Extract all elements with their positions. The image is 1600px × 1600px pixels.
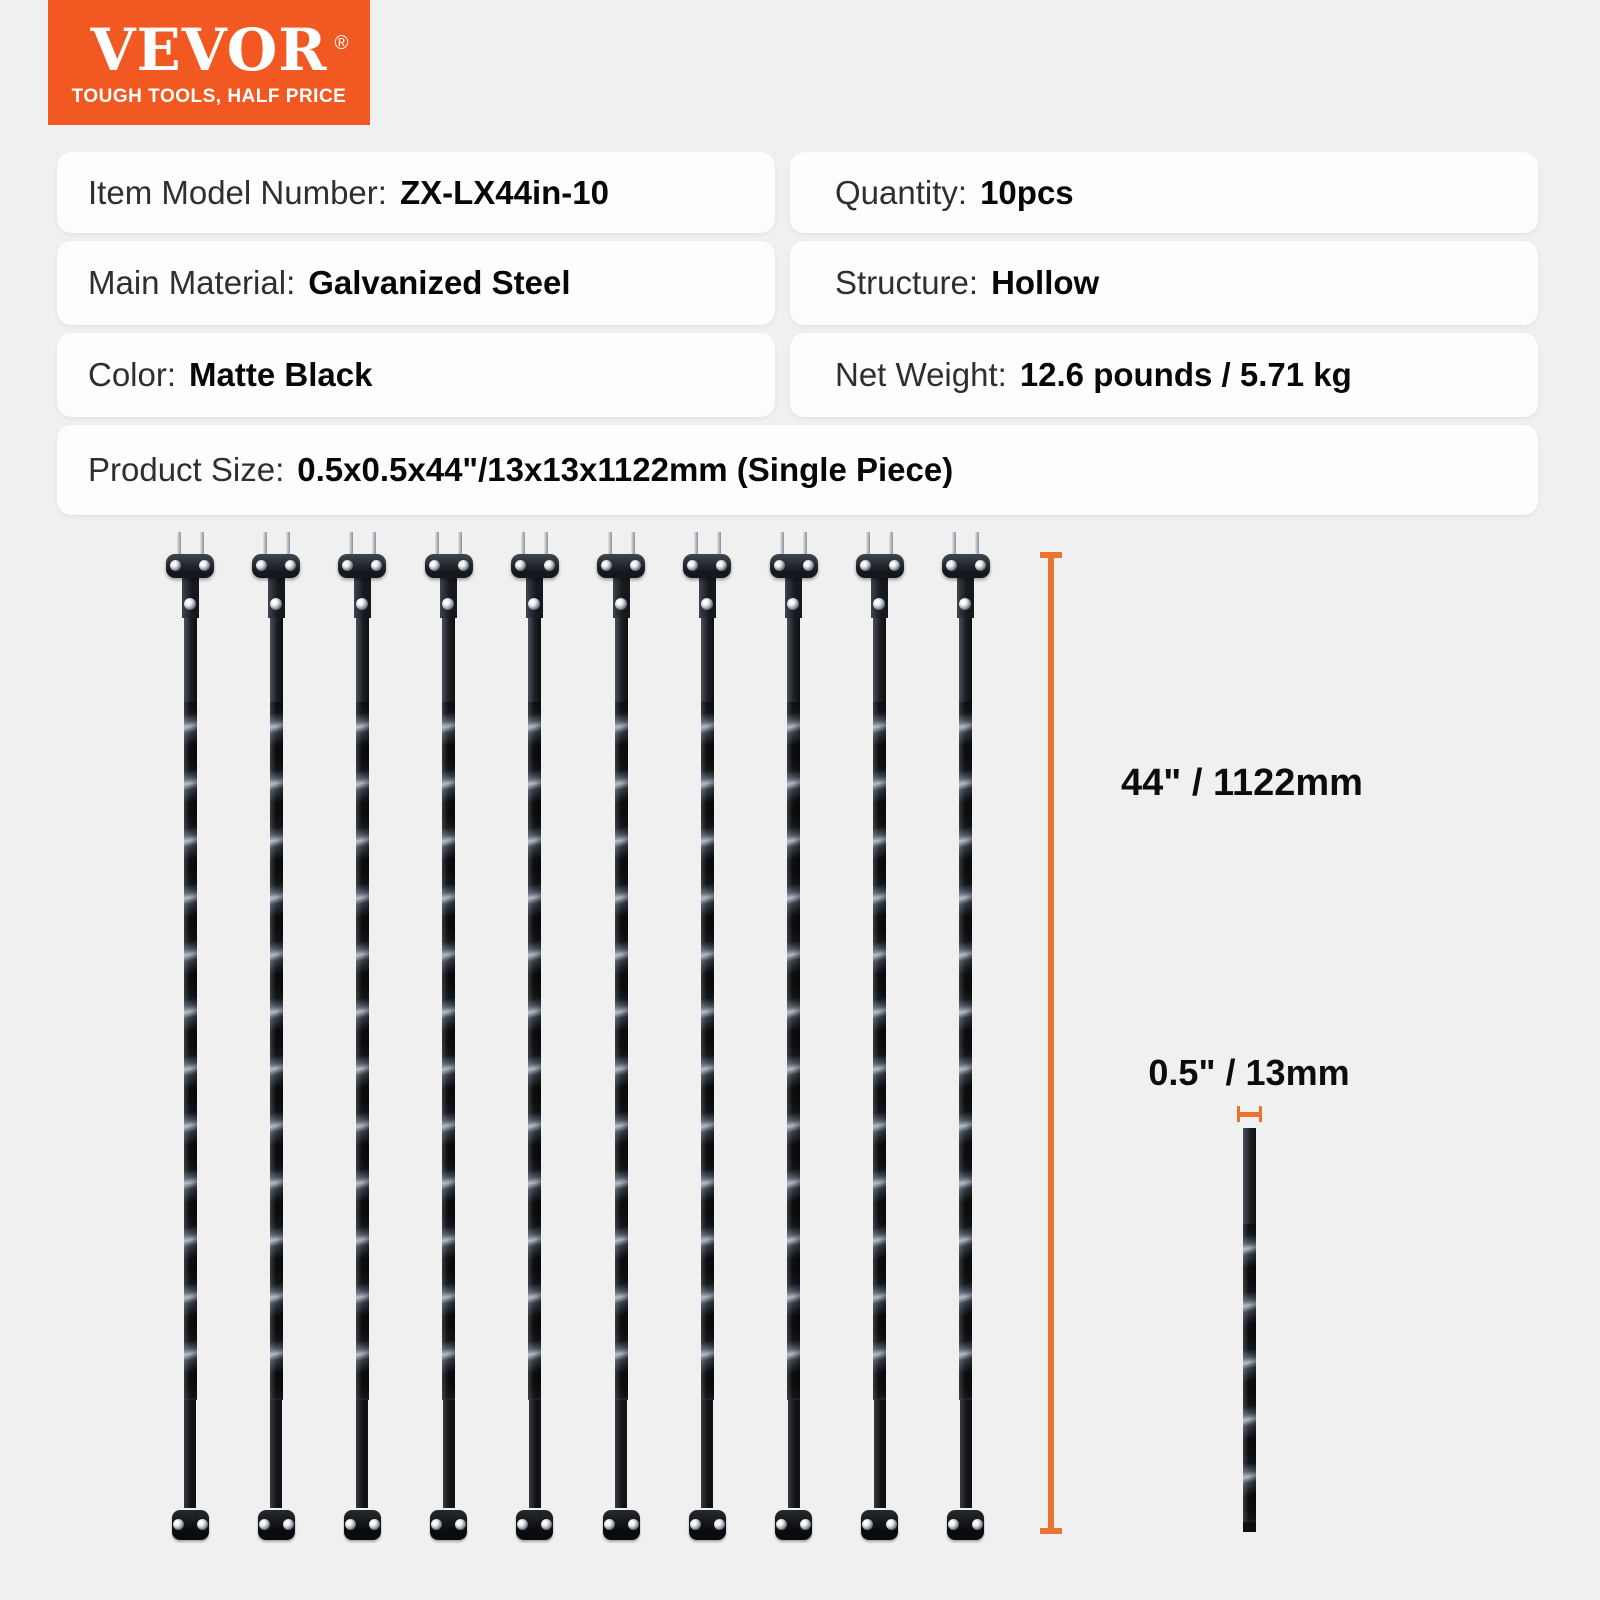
pin-icon xyxy=(608,532,612,554)
spec-value: 0.5x0.5x44"/13x13x1122mm (Single Piece) xyxy=(297,451,954,488)
mounting-pins xyxy=(608,532,635,554)
screw-icon xyxy=(628,1519,639,1530)
screw-icon xyxy=(541,1519,552,1530)
screw-icon xyxy=(972,1519,983,1530)
baluster-square-section xyxy=(873,618,886,702)
dimension-cap-bottom xyxy=(1040,1528,1062,1534)
height-label: 44" / 1122mm xyxy=(1121,762,1363,804)
spec-label: Item Model Number: xyxy=(88,173,387,211)
baluster xyxy=(511,532,559,1540)
screw-icon xyxy=(342,560,353,571)
screw-icon xyxy=(787,598,799,610)
base-bracket xyxy=(689,1510,726,1540)
pin-icon xyxy=(780,532,784,554)
spec-card-structure xyxy=(790,241,1538,325)
bracket-collar xyxy=(785,574,802,618)
baluster xyxy=(597,532,645,1540)
baluster-twisted-section xyxy=(356,702,369,1400)
screw-icon xyxy=(959,598,971,610)
baluster-square-section xyxy=(701,618,714,702)
pin-icon xyxy=(372,532,376,554)
top-bracket xyxy=(856,554,904,578)
baluster-square-section xyxy=(528,618,541,702)
base-bracket xyxy=(516,1510,553,1540)
top-bracket xyxy=(770,554,818,578)
screw-icon xyxy=(601,560,612,571)
screw-icon xyxy=(199,560,210,571)
mounting-pins xyxy=(177,532,204,554)
bracket-collar xyxy=(699,574,716,618)
screw-icon xyxy=(259,1519,270,1530)
screw-icon xyxy=(431,1519,442,1530)
pin-icon xyxy=(435,532,439,554)
baluster-square-section xyxy=(442,618,455,702)
mounting-pins xyxy=(694,532,721,554)
screw-icon xyxy=(371,560,382,571)
spec-card-item-model-number xyxy=(57,152,775,233)
spec-value: ZX-LX44in-10 xyxy=(399,173,609,211)
screw-icon xyxy=(184,598,196,610)
baluster-twisted-section xyxy=(184,702,197,1400)
vevor-logo xyxy=(48,0,370,125)
baluster-square-section xyxy=(270,618,283,702)
base-bracket xyxy=(603,1510,640,1540)
baluster-square-section xyxy=(184,1400,196,1508)
top-bracket xyxy=(683,554,731,578)
screw-icon xyxy=(630,560,641,571)
pin-icon xyxy=(952,532,956,554)
screw-icon xyxy=(356,598,368,610)
registered-trademark-icon: ® xyxy=(334,33,350,54)
spec-card-color xyxy=(57,333,775,417)
spec-card-quantity xyxy=(790,152,1538,233)
spec-value: Hollow xyxy=(991,264,1100,301)
screw-icon xyxy=(345,1519,356,1530)
base-bracket xyxy=(861,1510,898,1540)
bracket-collar xyxy=(268,574,285,618)
top-bracket xyxy=(942,554,990,578)
height-dimension-line xyxy=(1040,552,1062,1534)
pin-icon xyxy=(866,532,870,554)
screw-icon xyxy=(862,1519,873,1530)
spec-card-main-material xyxy=(57,241,775,325)
screw-icon xyxy=(948,1519,959,1530)
top-bracket xyxy=(338,554,386,578)
dimension-bar xyxy=(1048,556,1054,1530)
mounting-pins xyxy=(263,532,290,554)
base-bracket xyxy=(258,1510,295,1540)
base-bracket xyxy=(172,1510,209,1540)
screw-icon xyxy=(800,1519,811,1530)
baluster-twisted-section xyxy=(615,702,628,1400)
brand-wordmark xyxy=(90,16,350,84)
baluster-square-section xyxy=(184,618,197,702)
mounting-pins xyxy=(866,532,893,554)
baluster-square-section xyxy=(1243,1128,1256,1224)
baluster-square-section xyxy=(270,1400,282,1508)
bracket-collar xyxy=(613,574,630,618)
width-label: 0.5" / 13mm xyxy=(1148,1052,1350,1093)
screw-icon xyxy=(283,1519,294,1530)
spec-label: Color: xyxy=(88,356,177,393)
screw-icon xyxy=(197,1519,208,1530)
baluster-square-section xyxy=(615,618,628,702)
screw-icon xyxy=(369,1519,380,1530)
top-bracket xyxy=(166,554,214,578)
pin-icon xyxy=(803,532,807,554)
pin-icon xyxy=(349,532,353,554)
spec-label: Net Weight: xyxy=(835,356,1007,393)
screw-icon xyxy=(774,560,785,571)
spec-label: Structure: xyxy=(835,264,979,301)
screw-icon xyxy=(873,598,885,610)
baluster-square-section xyxy=(356,618,369,702)
screw-icon xyxy=(716,560,727,571)
baluster xyxy=(856,532,904,1540)
screw-icon xyxy=(270,598,282,610)
top-bracket xyxy=(597,554,645,578)
base-bracket xyxy=(344,1510,381,1540)
screw-icon xyxy=(442,598,454,610)
spec-card-net-weight xyxy=(790,333,1538,417)
screw-icon xyxy=(528,598,540,610)
spec-value: 10pcs xyxy=(980,173,1074,211)
baluster-square-section xyxy=(443,1400,455,1508)
screw-icon xyxy=(544,560,555,571)
spec-cards xyxy=(57,152,1538,515)
baluster xyxy=(252,532,300,1540)
width-dimension-marker xyxy=(1237,1106,1262,1122)
screw-icon xyxy=(604,1519,615,1530)
bracket-collar xyxy=(354,574,371,618)
spec-value: 12.6 pounds / 5.71 kg xyxy=(1019,356,1352,393)
spec-card-product-size xyxy=(57,425,1538,515)
base-bracket xyxy=(947,1510,984,1540)
screw-icon xyxy=(517,1519,528,1530)
pin-icon xyxy=(889,532,893,554)
pin-icon xyxy=(263,532,267,554)
baluster-square-section xyxy=(701,1400,713,1508)
screw-icon xyxy=(458,560,469,571)
spec-label: Quantity: xyxy=(835,173,968,211)
spec-label: Main Material: xyxy=(88,264,296,301)
pin-icon xyxy=(521,532,525,554)
baluster-square-section xyxy=(356,1400,368,1508)
baluster-twisted-section xyxy=(1243,1224,1256,1522)
mounting-pins xyxy=(952,532,979,554)
screw-icon xyxy=(803,560,814,571)
baluster-twisted-section xyxy=(787,702,800,1400)
baluster-square-section xyxy=(788,1400,800,1508)
screw-icon xyxy=(714,1519,725,1530)
pin-icon xyxy=(631,532,635,554)
baluster-square-section xyxy=(529,1400,541,1508)
pin-icon xyxy=(458,532,462,554)
screw-icon xyxy=(776,1519,787,1530)
top-bracket xyxy=(252,554,300,578)
baluster xyxy=(338,532,386,1540)
screw-icon xyxy=(285,560,296,571)
bracket-collar xyxy=(440,574,457,618)
pin-icon xyxy=(544,532,548,554)
bracket-collar xyxy=(957,574,974,618)
spec-value: Galvanized Steel xyxy=(308,264,571,301)
screw-icon xyxy=(170,560,181,571)
mounting-pins xyxy=(521,532,548,554)
screw-icon xyxy=(429,560,440,571)
screw-icon xyxy=(455,1519,466,1530)
pin-icon xyxy=(717,532,721,554)
baluster-tip xyxy=(1243,1522,1256,1532)
screw-icon xyxy=(889,560,900,571)
screw-icon xyxy=(173,1519,184,1530)
screw-icon xyxy=(256,560,267,571)
mounting-pins xyxy=(435,532,462,554)
bracket-collar xyxy=(871,574,888,618)
mounting-pins xyxy=(780,532,807,554)
baluster-square-section xyxy=(874,1400,886,1508)
pin-icon xyxy=(694,532,698,554)
pin-icon xyxy=(200,532,204,554)
baluster xyxy=(425,532,473,1540)
baluster-twisted-section xyxy=(270,702,283,1400)
top-bracket xyxy=(511,554,559,578)
screw-icon xyxy=(615,598,627,610)
base-bracket xyxy=(430,1510,467,1540)
baluster-square-section xyxy=(787,618,800,702)
spec-label: Product Size: xyxy=(88,451,285,488)
baluster-twisted-section xyxy=(528,702,541,1400)
screw-icon xyxy=(886,1519,897,1530)
brand-name: VEVOR xyxy=(90,16,328,84)
screw-icon xyxy=(690,1519,701,1530)
bracket-collar xyxy=(526,574,543,618)
screw-icon xyxy=(860,560,871,571)
pin-icon xyxy=(975,532,979,554)
baluster xyxy=(683,532,731,1540)
baluster-row xyxy=(166,532,990,1540)
screw-icon xyxy=(515,560,526,571)
baluster-twisted-section xyxy=(442,702,455,1400)
pin-icon xyxy=(286,532,290,554)
single-baluster-profile xyxy=(1243,1128,1256,1532)
baluster-square-section xyxy=(959,618,972,702)
brand-tagline: TOUGH TOOLS, HALF PRICE xyxy=(71,86,347,107)
baluster-twisted-section xyxy=(959,702,972,1400)
baluster-square-section xyxy=(960,1400,972,1508)
pin-icon xyxy=(177,532,181,554)
baluster xyxy=(166,532,214,1540)
screw-icon xyxy=(975,560,986,571)
screw-icon xyxy=(946,560,957,571)
baluster xyxy=(942,532,990,1540)
screw-icon xyxy=(701,598,713,610)
baluster-twisted-section xyxy=(701,702,714,1400)
bracket-collar xyxy=(182,574,199,618)
baluster-twisted-section xyxy=(873,702,886,1400)
base-bracket xyxy=(775,1510,812,1540)
baluster xyxy=(770,532,818,1540)
screw-icon xyxy=(687,560,698,571)
baluster-square-section xyxy=(615,1400,627,1508)
mounting-pins xyxy=(349,532,376,554)
top-bracket xyxy=(425,554,473,578)
spec-value: Matte Black xyxy=(189,356,373,393)
